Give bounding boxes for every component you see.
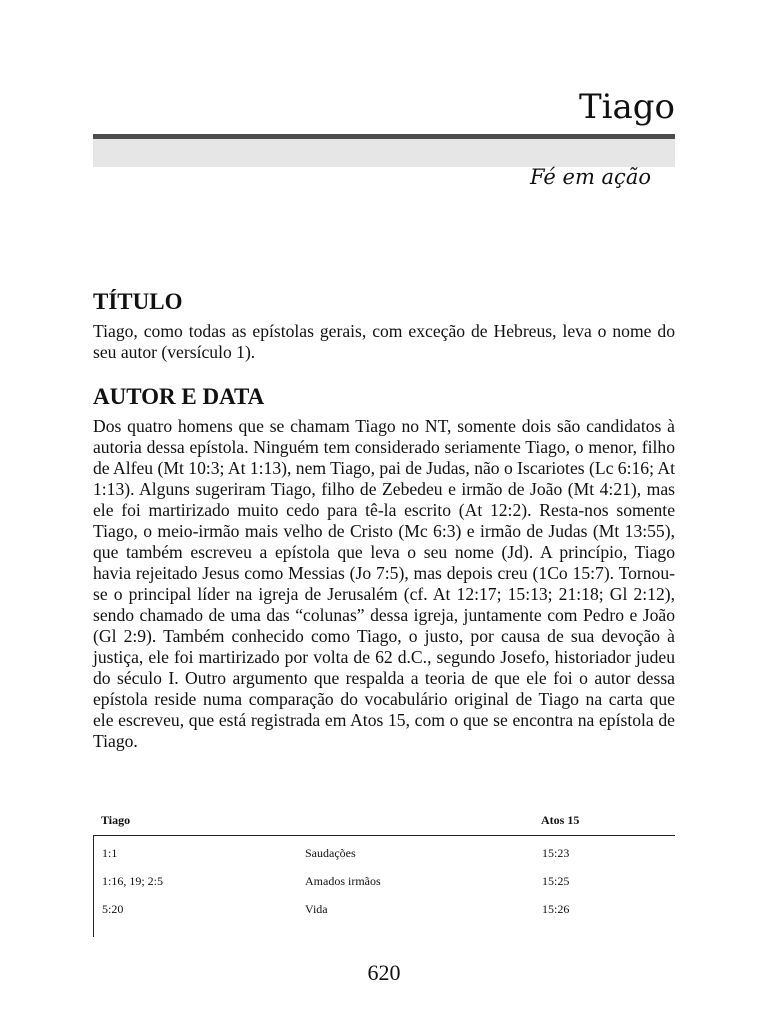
table-row bbox=[94, 900, 675, 920]
table-header-row bbox=[93, 808, 675, 836]
book-subtitle: Fé em ação bbox=[530, 165, 651, 189]
table-cell: Saudações bbox=[305, 846, 356, 860]
table-cell: 15:26 bbox=[542, 902, 570, 916]
table-cell: Vida bbox=[305, 902, 328, 916]
table-cell: 15:23 bbox=[542, 846, 570, 860]
table-cell: 5:20 bbox=[102, 902, 124, 916]
page-number: 620 bbox=[367, 960, 401, 985]
table-row bbox=[94, 872, 675, 892]
table-cell: 1:16, 19; 2:5 bbox=[102, 874, 164, 888]
table-header-cell: Tiago bbox=[101, 813, 131, 827]
table-cell: 15:25 bbox=[542, 874, 570, 888]
table-cell: Amados irmãos bbox=[305, 874, 381, 888]
section-heading-autor-e-data: AUTOR E DATA bbox=[93, 384, 265, 409]
section-body-titulo: Tiago, como todas as epístolas gerais, com exceção de Hebreus, leva o nome do seu autor (versículo 1). bbox=[93, 321, 675, 362]
book-title: Tiago bbox=[578, 87, 675, 127]
table-row bbox=[94, 844, 675, 864]
comparison-table bbox=[93, 808, 675, 937]
main-content bbox=[93, 287, 675, 752]
section-body-autor-e-data: Dos quatro homens que se chamam Tiago no NT, somente dois são candidatos à autoria dessa epístola. Ninguém tem considerado seriamente Tiago, o menor, filho de Alfeu (Mt 10:3; At 1:13), nem Tiago, pai de Judas, não o Iscariotes (Lc 6:16; At 1:13). Alguns sugeriram Tiago, filho de Zebedeu e irmão de João (Mt 4:21), mas ele foi martirizado muito cedo para tê-la escrito (At 12:2). Resta-nos somente Tiago, o meio-irmão mais velho de Cristo (Mc 6:3) e irmão de Judas (Mt 13:55), que também escreveu a epístola que leva o seu nome (Jd). A princípio, Tiago havia rejeitado Jesus como Messias (Jo 7:5), mas depois creu (1Co 15:7). Tornou-se o principal líder na igreja de Jerusalém (cf. At 12:17; 15:13; 21:18; Gl 2:12), sendo chamado de uma das “colunas” dessa igreja, juntamente com Pedro e João (Gl 2:9). Também conhecido como Tiago, o justo, por causa de sua devoção à justiça, ele foi martirizado por volta de 62 d.C., segundo Josefo, historiador judeu do século I. Outro argumento que respalda a teoria de que ele foi o autor dessa epístola reside numa comparação do vocabulário original de Tiago na carta que ele escreveu, que está registrada em Atos 15, com o que se encontra na epístola de Tiago. bbox=[93, 416, 675, 751]
table-cell: 1:1 bbox=[102, 846, 118, 860]
table-header-cell: Atos 15 bbox=[541, 813, 580, 827]
table-body bbox=[93, 836, 675, 937]
section-heading-titulo: TÍTULO bbox=[93, 289, 183, 314]
